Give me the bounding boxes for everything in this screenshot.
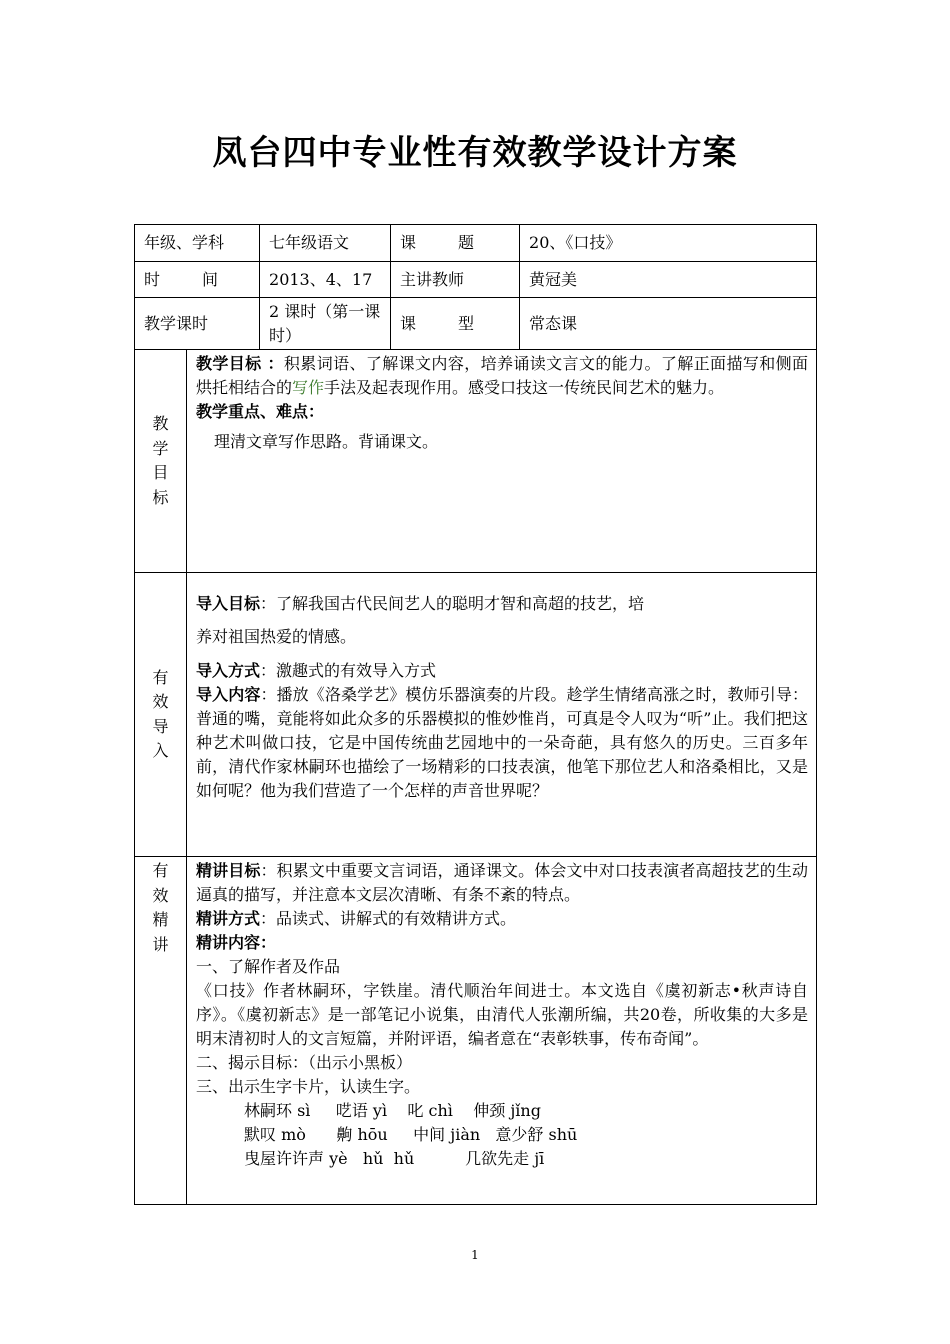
writing-link[interactable]: 写作: [292, 378, 325, 397]
lecture-method-text: ：品读式、讲解式的有效精讲方式。: [260, 909, 517, 928]
lecture-content-head: 精讲内容：: [196, 933, 277, 952]
section-intro: [135, 573, 817, 857]
type-label-a: 课: [400, 313, 417, 333]
lecture-content: [187, 857, 817, 1205]
lecture-step-3: 三、出示生字卡片，认读生字。: [196, 1077, 421, 1096]
lecture-target: [196, 859, 808, 907]
lecture-step-2: 二、揭示目标：（出示小黑板）: [196, 1053, 413, 1072]
pinyin-line-1: 林嗣环 sì 呓语 yì 叱 chì 伸颈 jǐng: [244, 1101, 541, 1120]
goal-head: 教学目标 ：: [196, 354, 284, 373]
lecture-method: [196, 907, 808, 931]
intro-target-head: 导入目标: [196, 594, 261, 613]
time-label-a: 时: [144, 269, 161, 289]
intro-method-head: 导入方式: [196, 661, 261, 680]
lecture-target-text: ：积累文中重要文言词语，通译课文。体会文中对口技表演者高超技艺的生动逼真的描写，并注意本文层次清晰、有条不紊的特点。: [196, 861, 808, 904]
intro-content: [187, 573, 817, 857]
hours-value: 2 课时（第一课时）: [260, 298, 391, 350]
header-row-grade: [135, 225, 817, 262]
topic-label-a: 课: [400, 233, 417, 252]
type-label: [391, 298, 520, 350]
topic-label: [391, 225, 520, 262]
key-points-head: 教学重点、难点：: [196, 402, 325, 421]
lecture-label: 有效精讲: [152, 861, 169, 954]
grade-label: 年级、学科: [135, 225, 260, 262]
pinyin-line-3: 曳屋许许声 yè hǔ hǔ 几欲先走 jī: [244, 1149, 545, 1168]
key-points-text: 理清文章写作思路。背诵课文。: [214, 432, 439, 451]
type-label-b: 型: [458, 313, 475, 333]
goal-paragraph: [196, 352, 808, 400]
section-lecture: [135, 857, 817, 1205]
intro-target-text-1: ：了解我国古代民间艺人的聪明才智和高超的技艺，培: [260, 594, 645, 613]
intro-method: [196, 659, 808, 683]
intro-content-paragraph: [196, 683, 808, 803]
intro-target-text-2: 养对祖国热爱的情感。: [196, 627, 357, 646]
teacher-label: 主讲教师: [391, 262, 520, 298]
topic-label-b: 题: [458, 233, 475, 252]
goal-text-2: 手法及起表现作用。感受口技这一传统民间艺术的魅力。: [324, 378, 725, 397]
intro-label-cell: [135, 573, 187, 857]
goals-label-cell: [135, 350, 187, 573]
hours-label: 教学课时: [135, 298, 260, 350]
time-label: [135, 262, 260, 298]
section-goals: [135, 350, 817, 573]
goals-content: [187, 350, 817, 573]
time-label-b: 间: [201, 269, 218, 289]
type-value: 常态课: [520, 298, 817, 350]
teacher-value: 黄冠美: [520, 262, 817, 298]
grade-value: 七年级语文: [260, 225, 391, 262]
topic-value: 20、《口技》: [520, 225, 817, 262]
lecture-target-head: 精讲目标: [196, 861, 261, 880]
intro-label: 有效导入: [152, 667, 169, 760]
intro-target: [196, 592, 808, 616]
lecture-label-cell: [135, 857, 187, 1205]
goals-label: 教学目标: [152, 414, 169, 507]
time-value: 2013、4、17: [260, 262, 391, 298]
pinyin-line-2: 默叹 mò 齁 hōu 中间 jiàn 意少舒 shū: [244, 1125, 578, 1144]
intro-content-text: ：播放《洛桑学艺》模仿乐器演奏的片段。趁学生情绪高涨之时，教师引导：普通的嘴，竟能将如此众多的乐器模拟的惟妙惟肖，可真是令人叹为“听”止。我们把这种艺术叫做口技，它是中国传统曲艺园地中的一朵奇葩，具有悠久的历史。三百多年前，清代作家林嗣环也描绘了一场精彩的口技表演，他笔下那位艺人和洛桑相比，又是如何呢？他为我们营造了一个怎样的声音世界呢？: [196, 685, 809, 800]
header-row-hours: [135, 298, 817, 350]
page-number: 1: [471, 1248, 479, 1262]
lecture-method-head: 精讲方式: [196, 909, 261, 928]
author-paragraph: 《口技》作者林嗣环，字铁崖。清代顺治年间进士。本文选自《虞初新志•秋声诗自序》。《虞初新志》是一部笔记小说集，由清代人张潮所编，共20卷，所收集的大多是明末清初时人的文言短篇，并附评语，编者意在“表彰轶事，传布奇闻”。: [196, 981, 809, 1048]
header-row-time: [135, 262, 817, 298]
intro-method-text: ：激趣式的有效导入方式: [260, 661, 437, 680]
lesson-plan-table: [134, 224, 817, 1205]
goal-text-1: 积累词语、了解课文内容，培养诵读文言文的能力。了解正面描写和侧面烘托相结合的: [196, 354, 809, 397]
intro-content-head: 导入内容: [196, 685, 261, 704]
page-title: 凤台四中专业性有效教学设计方案: [212, 133, 738, 173]
lecture-step-1: 一、了解作者及作品: [196, 957, 341, 976]
